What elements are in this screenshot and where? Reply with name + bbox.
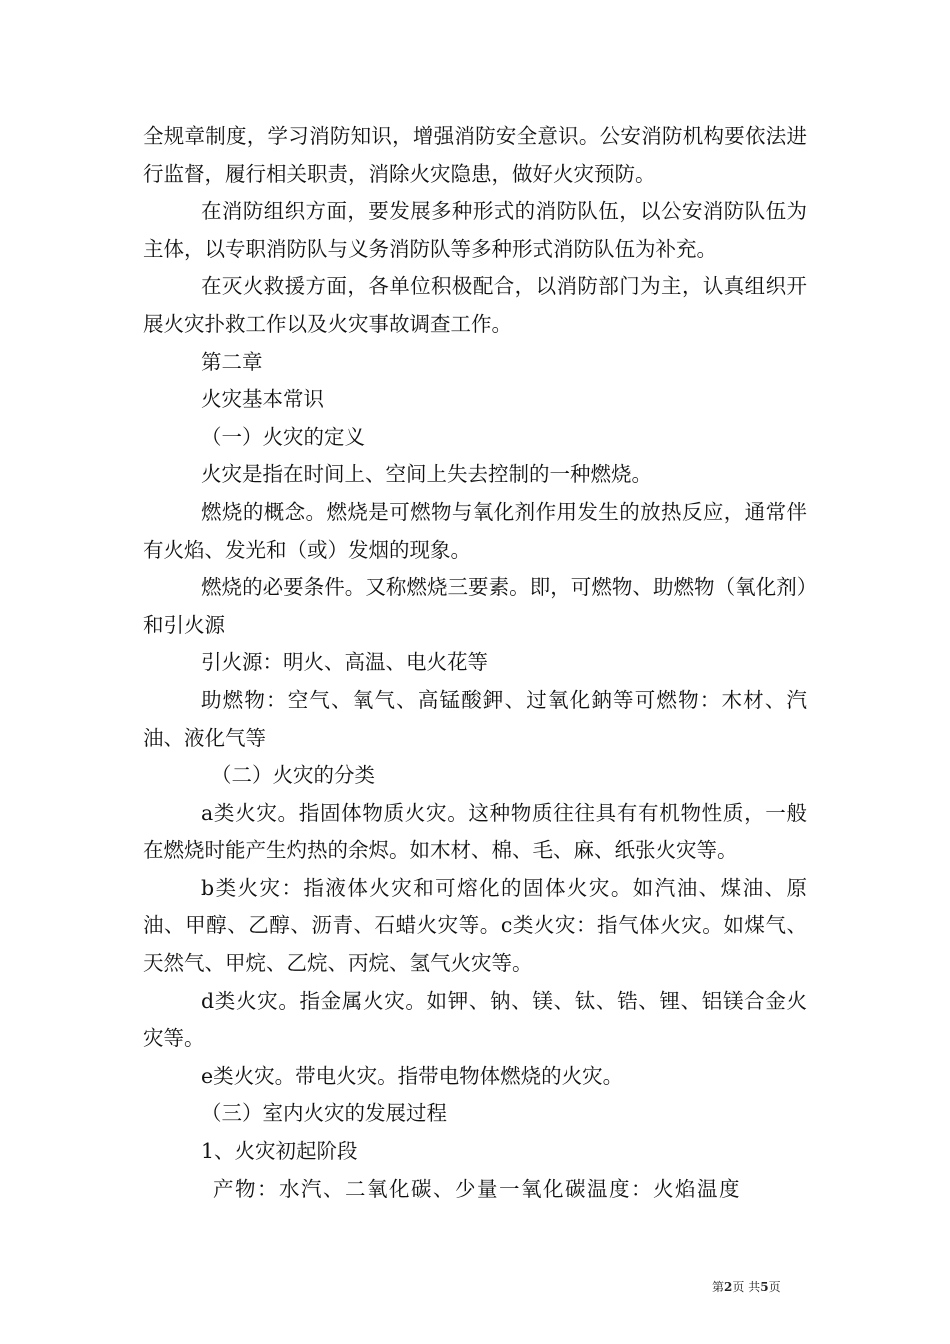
section-heading-2: （二）火灾的分类 (211, 763, 375, 788)
paragraph-2: 在消防组织方面，要发展多种形式的消防队伍，以公安消防队伍为主体，以专职消防队与义务消防队等多种形式消防队伍为补充。 (143, 199, 807, 261)
footer-prefix: 第 (712, 1280, 725, 1294)
paragraph-oxidizer: 助燃物：空气、氧气、高锰酸鉀、过氧化鈉等可燃物：木材、汽油、液化气等 (143, 687, 807, 750)
paragraph-fire-definition: 火灾是指在时间上、空间上失去控制的一种燃烧。 (201, 462, 652, 487)
stage-heading-1: 1、火灾初起阶段 (201, 1139, 358, 1164)
paragraph-class-d: d类火灾。指金属火灾。如钾、钠、镁、钛、锆、锂、铝镁合金火灾等。 (143, 988, 807, 1051)
footer-middle: 页 共 (732, 1280, 761, 1294)
footer-suffix: 页 (768, 1280, 781, 1294)
document-body (143, 118, 807, 1208)
paragraph-3: 在灭火救援方面，各单位积极配合，以消防部门为主，认真组织开展火灾扑救工作以及火灾事故调查工作。 (143, 274, 807, 336)
chapter-title: 第二章 (201, 349, 263, 374)
section-heading-1: （一）火灾的定义 (201, 424, 365, 449)
paragraph-class-e: e类火灾。带电火灾。指带电物体燃烧的火灾。 (201, 1063, 624, 1088)
paragraph-ignition-source: 引火源：明火、高温、电火花等 (201, 650, 488, 675)
page-footer (712, 1278, 781, 1295)
paragraph-combustion-concept: 燃烧的概念。燃烧是可燃物与氧化剂作用发生的放热反应，通常伴有火焰、发光和（或）发烟的现象。 (143, 499, 807, 562)
section-heading-3: （三）室内火灾的发展过程 (201, 1101, 447, 1126)
paragraph-initial-stage-products: 产物：水汽、二氧化碳、少量一氧化碳温度：火焰温度 (213, 1176, 741, 1201)
footer-total-pages: 5 (760, 1280, 769, 1294)
paragraph-combustion-conditions: 燃烧的必要条件。又称燃烧三要素。即，可燃物、助燃物（氧化剂）和引火源 (143, 575, 807, 637)
paragraph-1: 全规章制度，学习消防知识，增强消防安全意识。公安消防机构要依法进行监督，履行相关职责，消除火灾隐患，做好火灾预防。 (143, 124, 807, 186)
paragraph-class-b-c: b类火灾：指液体火灾和可熔化的固体火灾。如汽油、煤油、原油、甲醇、乙醇、沥青、石蜡火灾等。c类火灾：指气体火灾。如煤气、天然气、甲烷、乙烷、丙烷、氢气火灾等。 (143, 875, 807, 976)
paragraph-class-a: a类火灾。指固体物质火灾。这种物质往往具有有机物性质，一般在燃烧时能产生灼热的余烬。如木材、棉、毛、麻、纸张火灾等。 (143, 800, 807, 863)
footer-current-page: 2 (724, 1280, 733, 1294)
chapter-subtitle: 火灾基本常识 (201, 387, 324, 412)
